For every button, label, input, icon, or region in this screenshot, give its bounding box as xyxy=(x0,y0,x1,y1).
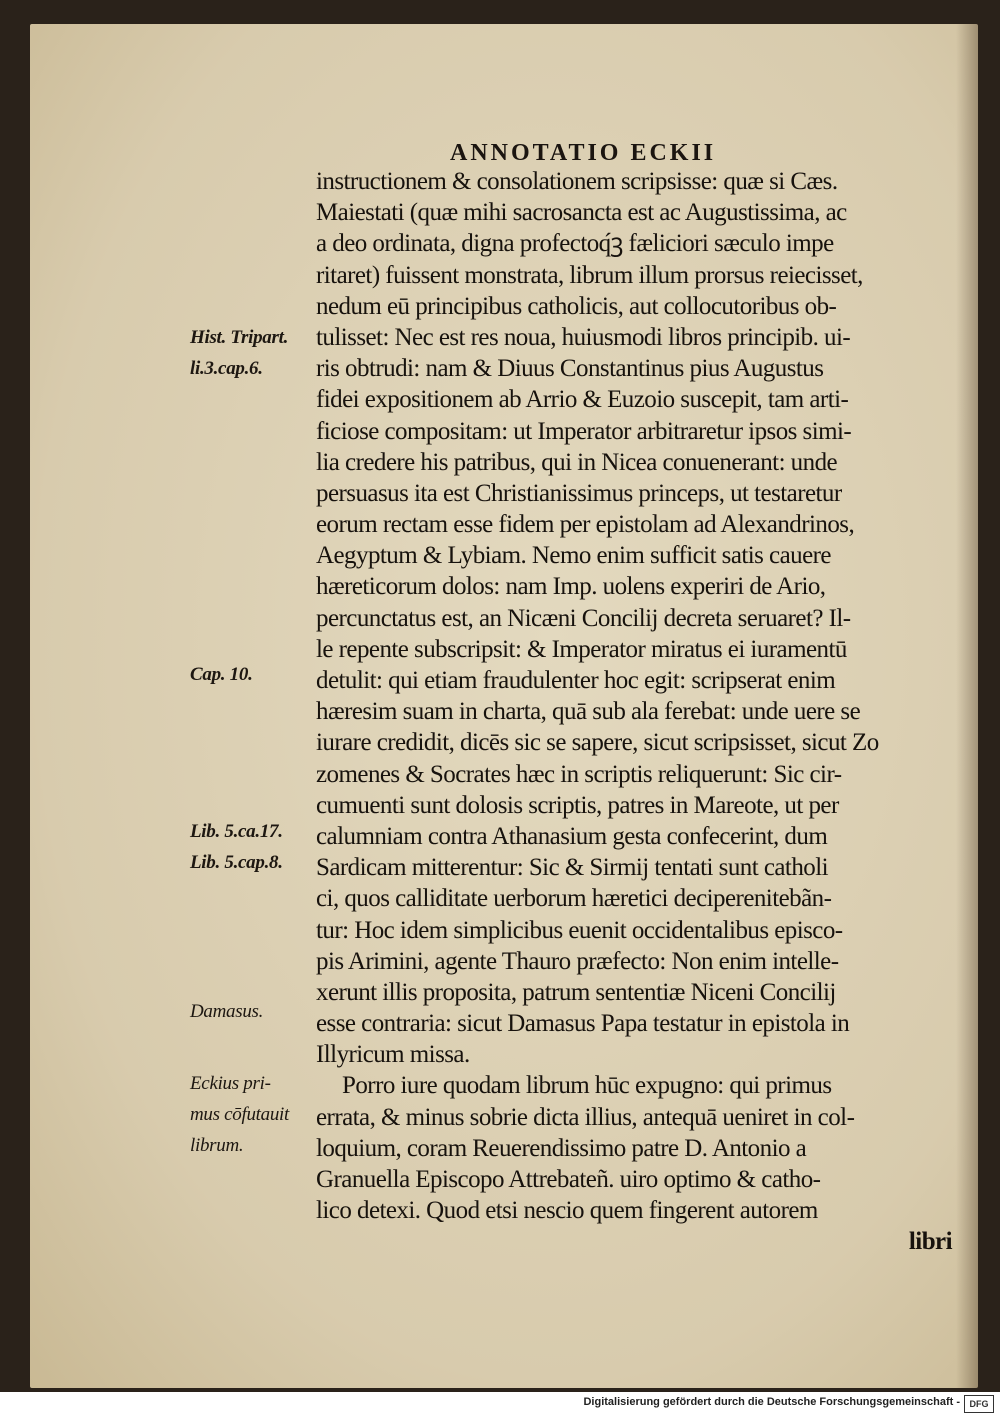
text-line: a deo ordinata, digna profectoq́ꝫ fæliciori sæculo impe xyxy=(316,230,834,258)
text-line: zomenes & Socrates hæc in scriptis reliquerunt: Sic cir- xyxy=(316,760,842,788)
text-line: errata, & minus sobrie dicta illius, antequā ueniret in col- xyxy=(316,1103,855,1131)
marginal-note-damasus: Damasus. xyxy=(190,1001,264,1022)
text-line: hæresim suam in charta, quā sub ala ferebat: unde uere se xyxy=(316,698,861,726)
text-line: lia credere his patribus, qui in Nicea conuenerant: unde xyxy=(316,448,838,476)
text-line: tulisset: Nec est res noua, huiusmodi libros principib. ui- xyxy=(316,323,851,351)
text-line: xerunt illis proposita, patrum sententiæ Niceni Concilij xyxy=(316,978,836,1006)
text-line: persuasus ita est Christianissimus princeps, ut testaretur xyxy=(316,479,842,507)
marginal-note-eckius: mus cōfutauit xyxy=(190,1104,290,1125)
text-line: ris obtrudi: nam & Diuus Constantinus pius Augustus xyxy=(316,355,824,383)
marginal-note-eckius: librum. xyxy=(190,1135,244,1156)
marginal-note-eckius: Eckius pri- xyxy=(190,1073,271,1094)
text-line: le repente subscripsit: & Imperator miratus ei iuramentū xyxy=(316,635,847,663)
text-line: iurare credidit, dicēs sic se sapere, sicut scripsisset, sicut Zo xyxy=(316,729,879,757)
text-line: lico detexi. Quod etsi nescio quem fingerent autorem xyxy=(316,1197,818,1225)
marginal-note-lib-b: Lib. 5.cap.8. xyxy=(190,852,283,873)
text-line: nedum eū principibus catholicis, aut collocutoribus ob- xyxy=(316,292,837,320)
text-line: ritaret) fuissent monstrata, librum illum prorsus reiecisset, xyxy=(316,261,863,289)
dfg-logo-icon: DFG xyxy=(964,1395,994,1413)
footer-credit: Digitalisierung gefördert durch die Deutsche Forschungsgemeinschaft - xyxy=(583,1396,960,1408)
catchword: libri xyxy=(908,1228,952,1256)
text-line: ficiose compositam: ut Imperator arbitraretur ipsos simi- xyxy=(316,417,852,445)
text-line: pis Arimini, agente Thauro præfecto: Non enim intelle- xyxy=(316,947,839,975)
text-line: loquium, coram Reuerendissimo patre D. Antonio a xyxy=(316,1134,807,1162)
text-line: Sardicam mitterentur: Sic & Sirmij tentati sunt catholi xyxy=(316,854,829,882)
text-line: detulit: qui etiam fraudulenter hoc egit: scripserat enim xyxy=(316,667,836,694)
text-line: calumniam contra Athanasium gesta confecerint, dum xyxy=(316,822,828,850)
marginal-note-cap: Cap. 10. xyxy=(190,664,253,685)
text-line: hæreticorum dolos: nam Imp. uolens experiri de Ario, xyxy=(316,573,826,601)
text-line: Granuella Episcopo Attrebateñ. uiro optimo & catho- xyxy=(316,1166,821,1193)
marginal-note-hist-ref: li.3.cap.6. xyxy=(190,358,263,379)
text-line: tur: Hoc idem simplicibus euenit occidentalibus episco- xyxy=(316,916,843,944)
running-head: ANNOTATIO ECKII xyxy=(450,140,717,166)
text-line: instructionem & consolationem scripsisse: quæ si Cæs. xyxy=(316,168,838,195)
text-line: Maiestati (quæ mihi sacrosancta est ac Augustissima, ac xyxy=(316,199,847,227)
footer-bar xyxy=(0,1392,1000,1416)
body-text xyxy=(316,166,952,1258)
text-line: percunctatus est, an Nicæni Concilij decreta seruaret? Il- xyxy=(316,604,851,632)
text-line: Illyricum missa. xyxy=(316,1041,470,1069)
marginal-note-lib-a: Lib. 5.ca.17. xyxy=(190,821,283,842)
page-gutter-shadow xyxy=(956,24,978,1388)
text-line: Porro iure quodam librum hūc expugno: qui primus xyxy=(342,1072,832,1100)
text-line: fidei expositionem ab Arrio & Euzoio suscepit, tam arti- xyxy=(316,386,849,414)
text-line: eorum rectam esse fidem per epistolam ad Alexandrinos, xyxy=(316,511,855,539)
text-line: esse contraria: sicut Damasus Papa testatur in epistola in xyxy=(316,1010,850,1038)
text-line: ci, quos calliditate uerborum hæretici deciperenitebãn- xyxy=(316,885,832,913)
marginal-note-hist: Hist. Tripart. xyxy=(190,327,289,348)
text-line: Aegyptum & Lybiam. Nemo enim sufficit satis cauere xyxy=(316,542,831,570)
text-line: cumuenti sunt dolosis scriptis, patres in Mareote, ut per xyxy=(316,791,839,819)
